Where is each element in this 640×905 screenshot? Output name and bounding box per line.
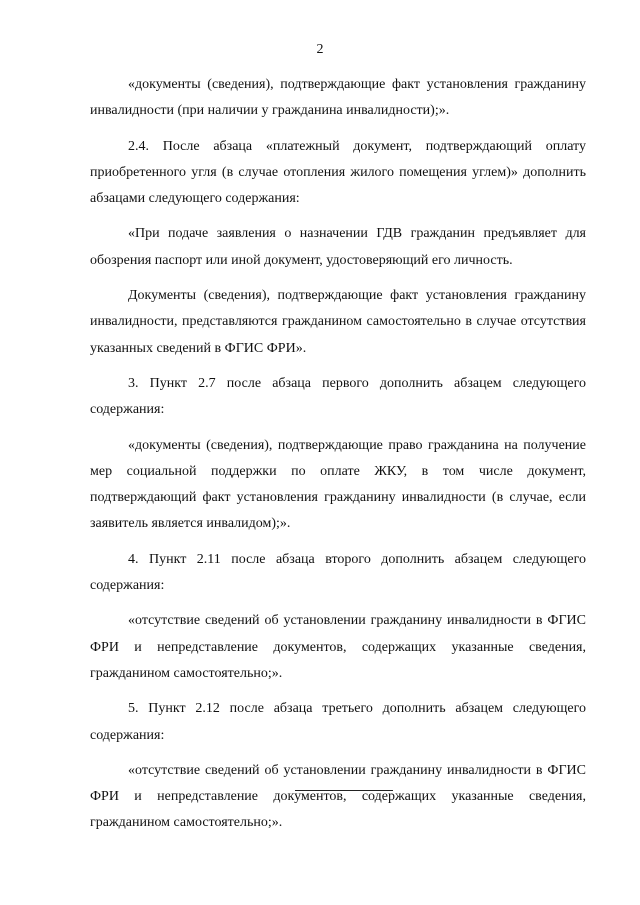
- paragraph-item-2-4: 2.4. После абзаца «платежный документ, подтверждающий оплату приобретенного угля (в случае отопления жилого помещения углем)» дополнить абзацами следующего содержания:: [90, 138, 586, 207]
- paragraph-passport-presentation: «При подаче заявления о назначении ГДВ гражданин предъявляет для обозрения паспорт или иной документ, удостоверяющий его личность.: [90, 226, 586, 268]
- end-divider-line: [295, 790, 393, 791]
- paragraph-item-4: 4. Пункт 2.11 после абзаца второго дополнить абзацем следующего содержания:: [90, 551, 586, 594]
- paragraph-disability-documents: «документы (сведения), подтверждающие факт установления гражданину инвалидности (при наличии у гражданина инвалидности);».: [90, 77, 586, 119]
- document-body: [90, 72, 586, 837]
- page-number: 2: [316, 42, 324, 57]
- paragraph-item-3: 3. Пункт 2.7 после абзаца первого дополнить абзацем следующего содержания:: [90, 375, 586, 418]
- paragraph-right-documents: «документы (сведения), подтверждающие право гражданина на получение мер социальной поддержки по оплате ЖКУ, в том числе документ, подтверждающий факт установления гражданину инвалидности (в случае, если заявитель является инвалидом);».: [90, 437, 586, 532]
- paragraph-documents-submitted: Документы (сведения), подтверждающие факт установления гражданину инвалидности, представляются гражданином самостоятельно в случае отсутствия указанных сведений в ФГИС ФРИ».: [90, 288, 586, 356]
- paragraph-absence-info-1: «отсутствие сведений об установлении гражданину инвалидности в ФГИС ФРИ и непредставление документов, содержащих указанные сведения, гражданином самостоятельно;».: [90, 613, 586, 681]
- paragraph-item-5: 5. Пункт 2.12 после абзаца третьего дополнить абзацем следующего содержания:: [90, 701, 586, 743]
- paragraph-absence-info-2: «отсутствие сведений об установлении гражданину инвалидности в ФГИС ФРИ и непредставление документов, содержащих указанные сведения, гражданином самостоятельно;».: [90, 762, 586, 831]
